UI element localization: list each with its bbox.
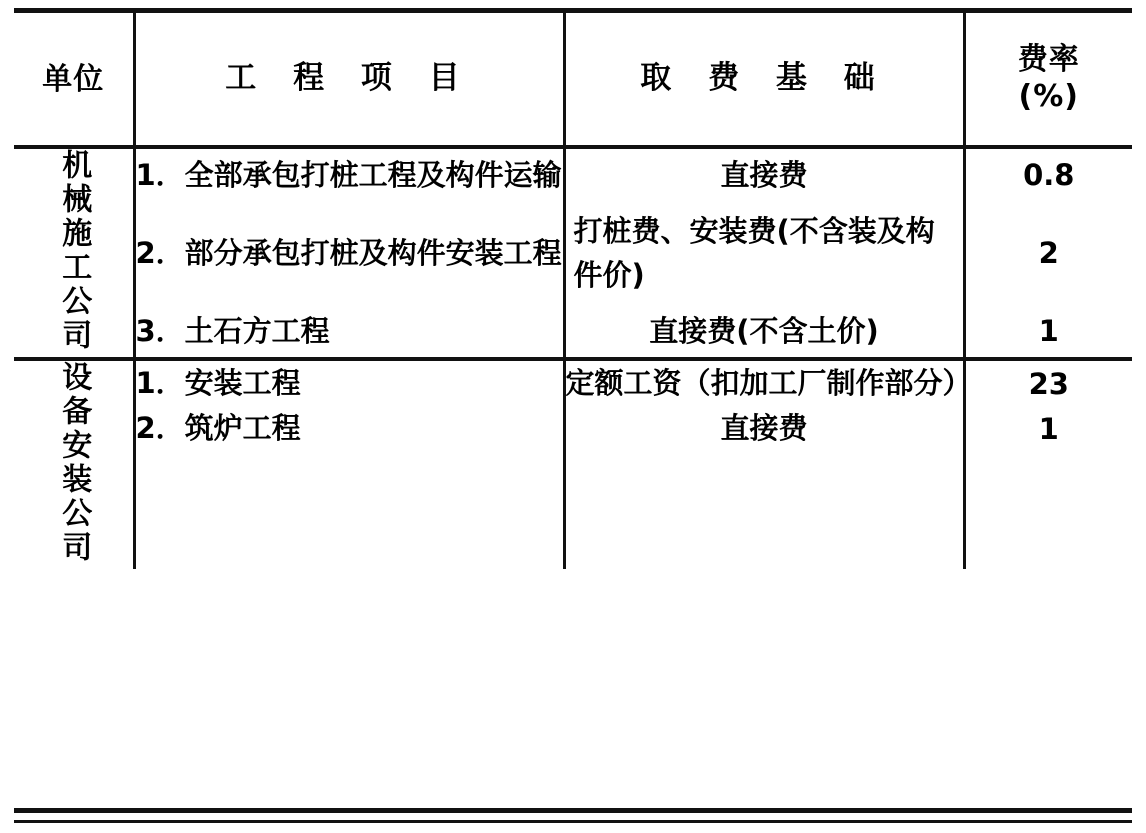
- item-cell: 3．土石方工程: [134, 305, 564, 359]
- item-cell-empty: [134, 451, 564, 569]
- item-cell: 2．部分承包打桩及构件安装工程: [134, 201, 564, 305]
- item-cell: 2．筑炉工程: [134, 406, 564, 451]
- table-row: [14, 147, 1132, 201]
- header-rate: [964, 13, 1132, 147]
- rate-cell: 1: [964, 305, 1132, 359]
- basis-cell: 直接费(不含土价): [564, 305, 964, 359]
- table-row: [14, 359, 1132, 406]
- unit-label-group-2: [14, 359, 134, 569]
- rate-cell: 2: [1038, 235, 1059, 270]
- bottom-rule-secondary: [14, 820, 1132, 823]
- table-row-filler: [14, 451, 1132, 569]
- basis-cell: 直接费: [564, 147, 964, 201]
- rate-cell: 1: [1038, 411, 1059, 446]
- table-row: [14, 201, 1132, 305]
- basis-cell: 定额工资（扣加工厂制作部分）: [564, 359, 964, 406]
- basis-cell: 打桩费、安装费(不含装及构件价): [564, 201, 964, 305]
- unit-label-vertical: 设备安装公司: [56, 361, 92, 565]
- unit-label-group-1: [14, 147, 134, 359]
- header-item: 工 程 项 目: [134, 13, 564, 147]
- table-row: [14, 305, 1132, 359]
- item-cell: 1．全部承包打桩工程及构件运输: [134, 147, 564, 201]
- fee-rate-table: [14, 13, 1132, 569]
- header-rate-line1: 费率: [1017, 42, 1080, 78]
- header-rate-line2: (%): [1018, 79, 1079, 114]
- unit-label-vertical: 机械施工公司: [56, 149, 92, 353]
- header-unit: 单位: [14, 13, 134, 147]
- header-basis: 取 费 基 础: [564, 13, 964, 147]
- basis-cell-empty: [564, 451, 964, 569]
- bottom-rule-primary: [14, 808, 1132, 813]
- table-header-row: [14, 13, 1132, 147]
- rate-cell: 0.8: [1023, 158, 1075, 193]
- rate-cell-empty: [964, 451, 1132, 569]
- rate-cell: 23: [1028, 366, 1069, 401]
- table-row: [14, 406, 1132, 451]
- item-cell: 1．安装工程: [134, 359, 564, 406]
- basis-cell: 直接费: [564, 406, 964, 451]
